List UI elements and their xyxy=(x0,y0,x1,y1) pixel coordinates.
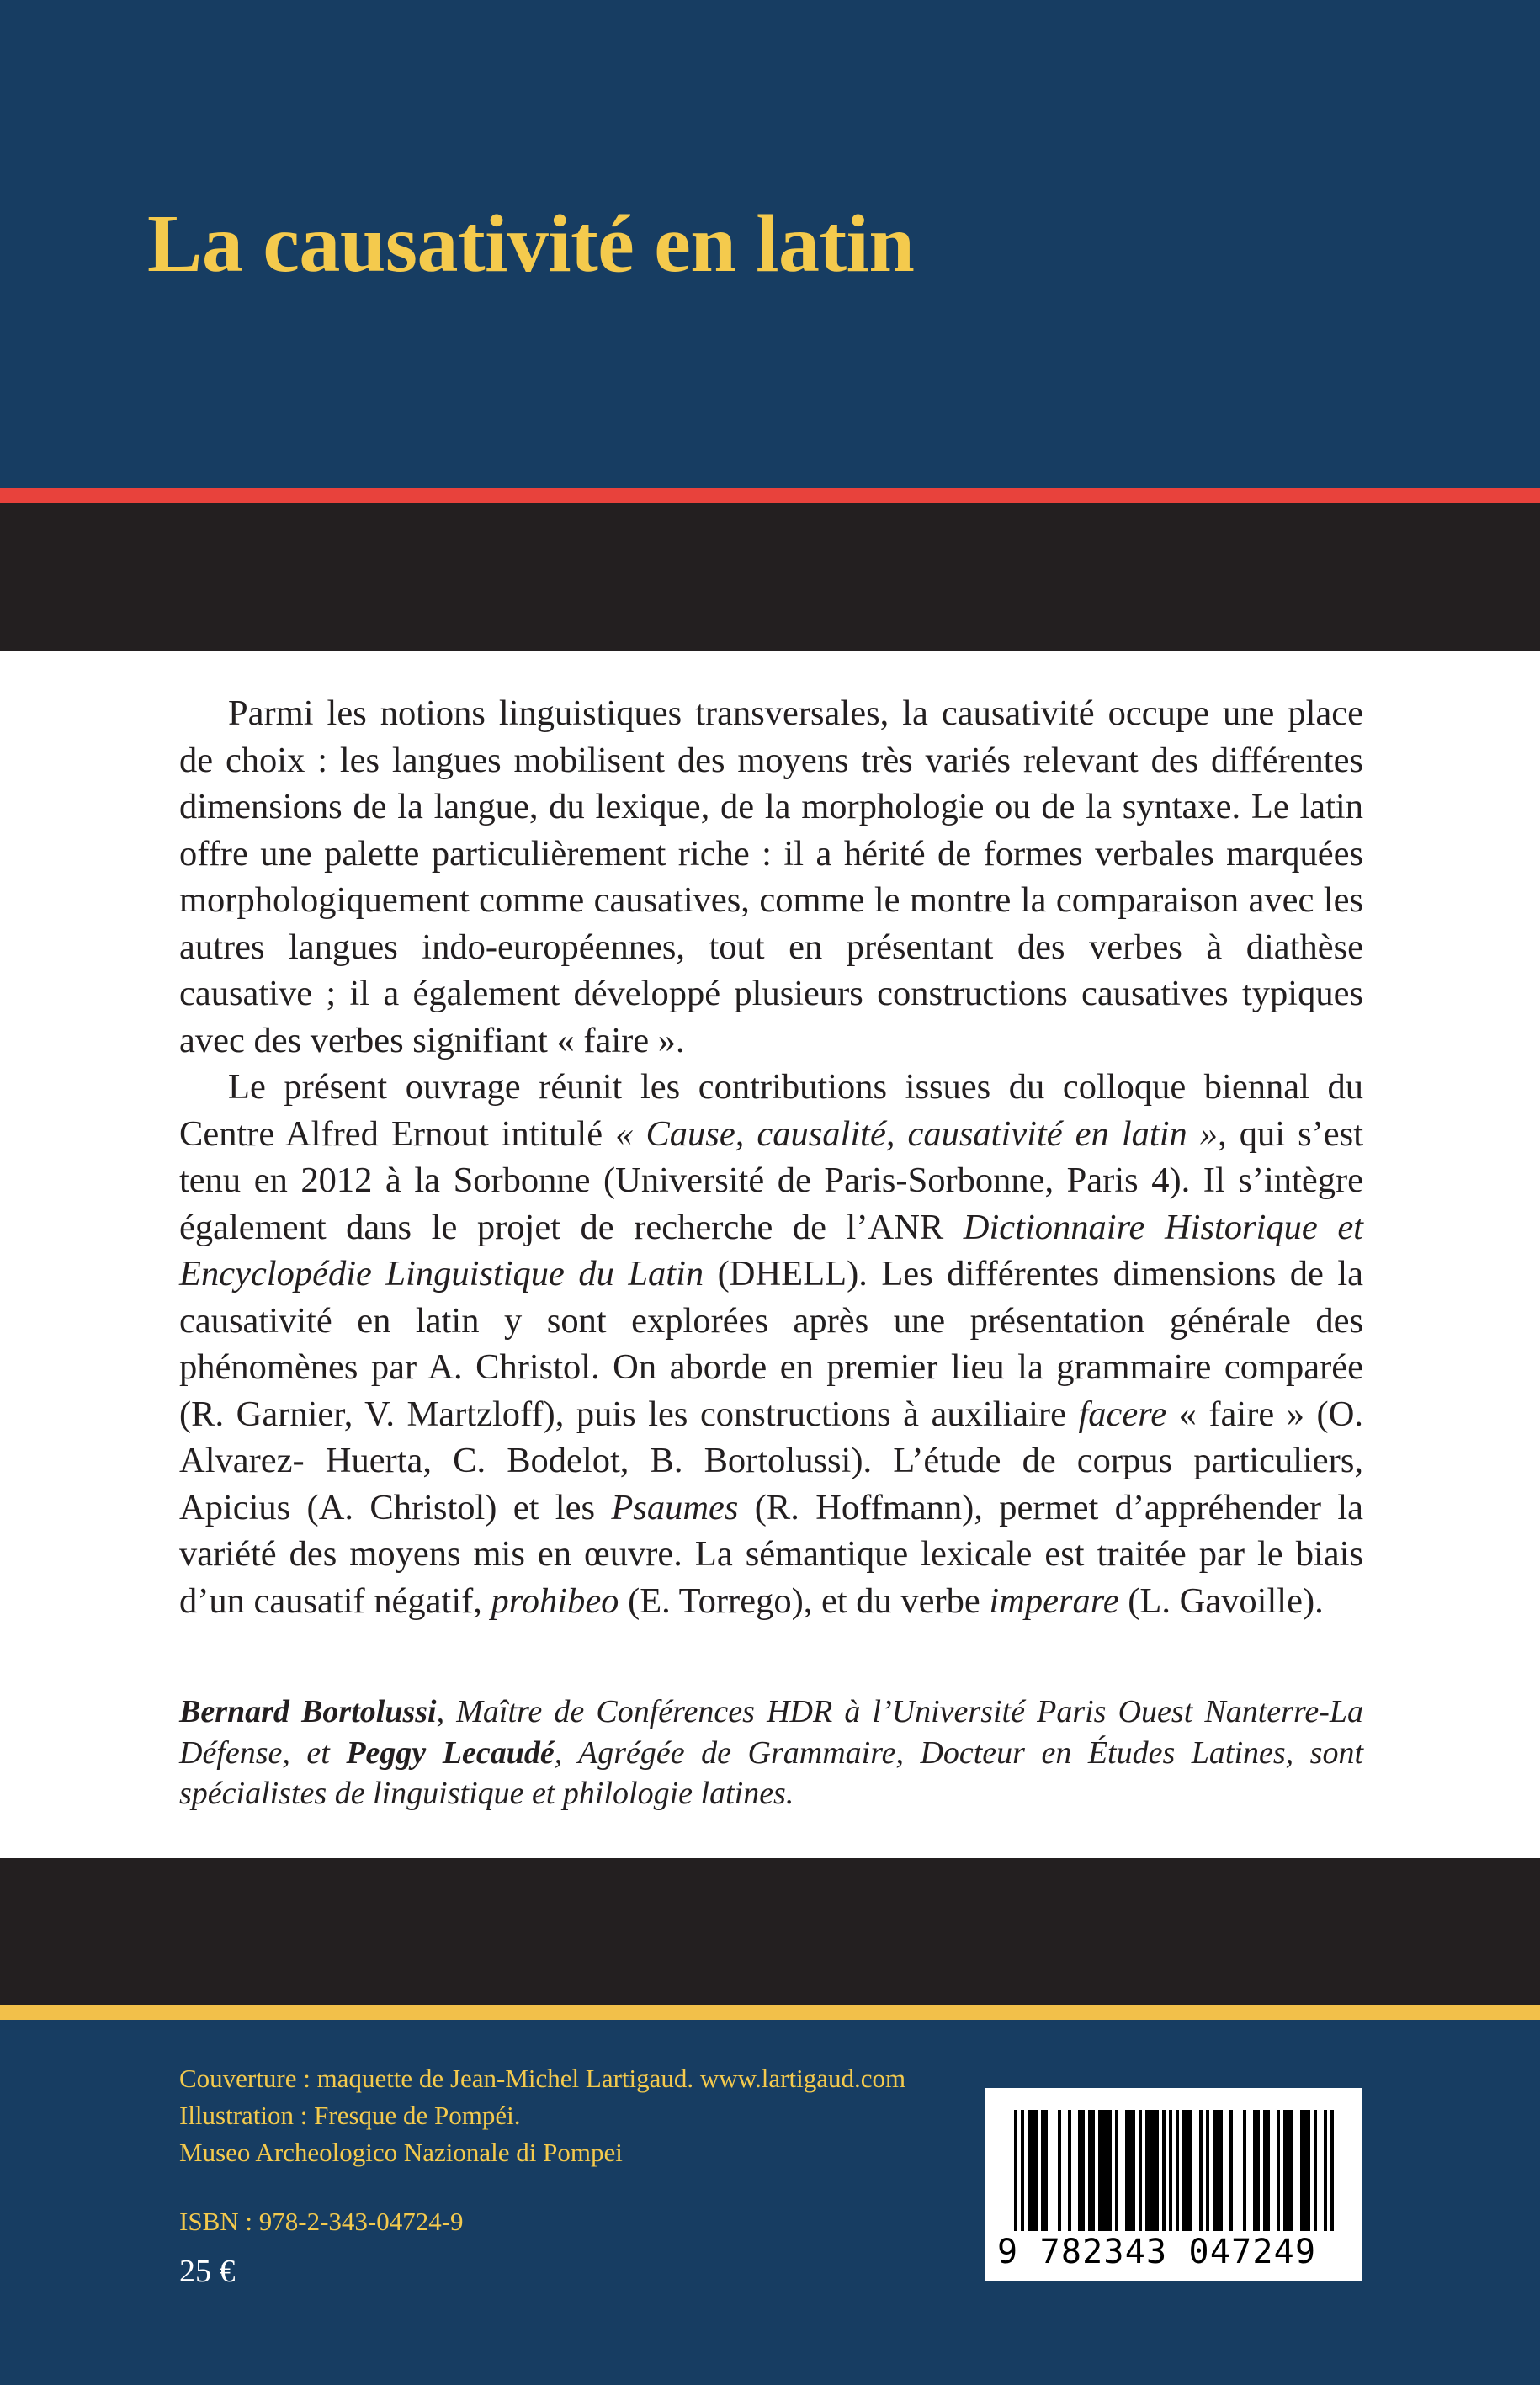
blurb-p2-term-imperare: imperare xyxy=(989,1580,1119,1621)
blurb-p2-project-title: Dictionnaire Historique et Encyclopédie Linguistique du Latin xyxy=(179,1207,1363,1293)
barcode-bar xyxy=(1283,2110,1293,2231)
barcode-gap xyxy=(1118,2110,1125,2231)
blurb-p2-term-facere: facere xyxy=(1078,1394,1167,1434)
blurb-p2-text: (DHELL). Les différentes dimensions de la causativité en latin y sont explorées après une présentation générale des phénomènes par A. Christol. On aborde en premier lieu la grammaire comparée (R. Garnier, V. Martzloff), puis les constructions à auxiliaire xyxy=(179,1254,1364,1434)
barcode-bar xyxy=(1213,2110,1223,2231)
barcode-panel xyxy=(985,2088,1362,2281)
price-text: 25 € xyxy=(179,2254,236,2289)
barcode-gap xyxy=(1246,2110,1253,2231)
credit-line-museum: Museo Archeologico Nazionale di Pompei xyxy=(179,2138,623,2167)
barcode-gap xyxy=(1061,2110,1068,2231)
blurb-p2-colloquium-title: « Cause, causalité, causativité en latin » xyxy=(615,1113,1219,1154)
black-band-top xyxy=(0,503,1540,651)
blurb-p2-text: (E. Torrego), et du verbe xyxy=(619,1580,990,1621)
barcode-bar xyxy=(1098,2110,1112,2231)
barcode-gap xyxy=(1293,2110,1300,2231)
blurb-text xyxy=(179,690,1363,1624)
blurb-p2-text: Le présent ouvrage réunit les contributions issues du colloque biennal du Centre Alfred Ernout intitulé xyxy=(179,1067,1363,1154)
blurb-p2-term-prohibeo: prohibeo xyxy=(491,1580,619,1621)
barcode-gap xyxy=(1071,2110,1078,2231)
barcode-icon xyxy=(1014,2110,1334,2231)
barcode-gap xyxy=(1048,2110,1058,2231)
barcode-gap xyxy=(1223,2110,1229,2231)
barcode-digits: 9 782343 047249 xyxy=(997,2233,1317,2271)
barcode-bar xyxy=(1088,2110,1095,2231)
barcode-bar xyxy=(1028,2110,1038,2231)
isbn-text: ISBN : 978-2-343-04724-9 xyxy=(179,2207,464,2236)
cover-credits xyxy=(179,2060,987,2171)
author-name-1: Bernard Bortolussi xyxy=(179,1694,437,1729)
credit-line-design: Couverture : maquette de Jean-Michel Lartigaud. www.lartigaud.com xyxy=(179,2064,906,2093)
blurb-p2-text: , qui s’est tenu en 2012 à la Sorbonne (Université de Paris-Sorbonne, Paris 4). Il s’intègre également dans le projet de recherche de l’ANR xyxy=(179,1113,1364,1247)
barcode-bar xyxy=(1253,2110,1260,2231)
barcode-bar xyxy=(1145,2110,1159,2231)
barcode-bar xyxy=(1182,2110,1192,2231)
book-title: La causativité en latin xyxy=(147,199,915,289)
red-rule xyxy=(0,488,1540,503)
author-name-2: Peggy Lecaudé xyxy=(346,1734,555,1771)
black-band-bottom xyxy=(0,1858,1540,2005)
blurb-p2-text: « faire » (O. Alvarez- Huerta, C. Bodelot, B. Bortolussi). L’étude de corpus particuliers, Apicius (A. Christol) et les xyxy=(179,1394,1364,1527)
barcode-bar xyxy=(1041,2110,1048,2231)
barcode-bar xyxy=(1263,2110,1270,2231)
barcode-gap xyxy=(1192,2110,1199,2231)
blurb-paragraph-1: Parmi les notions linguistiques transversales, la causativité occupe une place de choix : les langues mobilisent des moyens très variés relevant des différentes dimensions de la langue, du lexique, de la morphologie ou de la syntaxe. Le latin offre une palette particulièrement riche : il a hérité de formes verbales marquées morphologiquement comme causatives, comme le montre la comparaison avec les autres langues indo-européennes, tout en présentant des verbes à diathèse causative ; il a également développé plusieurs constructions causatives typiques avec des verbes signifiant « faire ». xyxy=(179,693,1363,1060)
blurb-p2-term-psaumes: Psaumes xyxy=(611,1487,739,1527)
author-bio-text: , Maître de Conférences HDR à l’Université Paris Ouest Nanterre-La Défense, et xyxy=(179,1694,1363,1771)
barcode-gap xyxy=(1233,2110,1243,2231)
authors-note xyxy=(179,1692,1363,1814)
barcode-bar xyxy=(1078,2110,1085,2231)
blurb-paragraph-2 xyxy=(179,1064,1363,1624)
barcode-gap xyxy=(1270,2110,1277,2231)
gold-rule xyxy=(0,2005,1540,2020)
credit-line-illustration: Illustration : Fresque de Pompéi. xyxy=(179,2101,521,2130)
barcode-bar xyxy=(1330,2110,1334,2231)
barcode-gap xyxy=(1317,2110,1324,2231)
author-bio-text: , Agrégée de Grammaire, Docteur en Études Latines, sont spécialistes de linguistique et philologie latines. xyxy=(179,1734,1364,1811)
blurb-p2-text: (R. Hoffmann), permet d’appréhender la variété des moyens mis en œuvre. La sémantique lexicale est traitée par le biais d’un causatif négatif, xyxy=(179,1487,1363,1621)
barcode-bar xyxy=(1300,2110,1310,2231)
blurb-p2-text: (L. Gavoille). xyxy=(1118,1580,1324,1621)
barcode-bar xyxy=(1125,2110,1135,2231)
